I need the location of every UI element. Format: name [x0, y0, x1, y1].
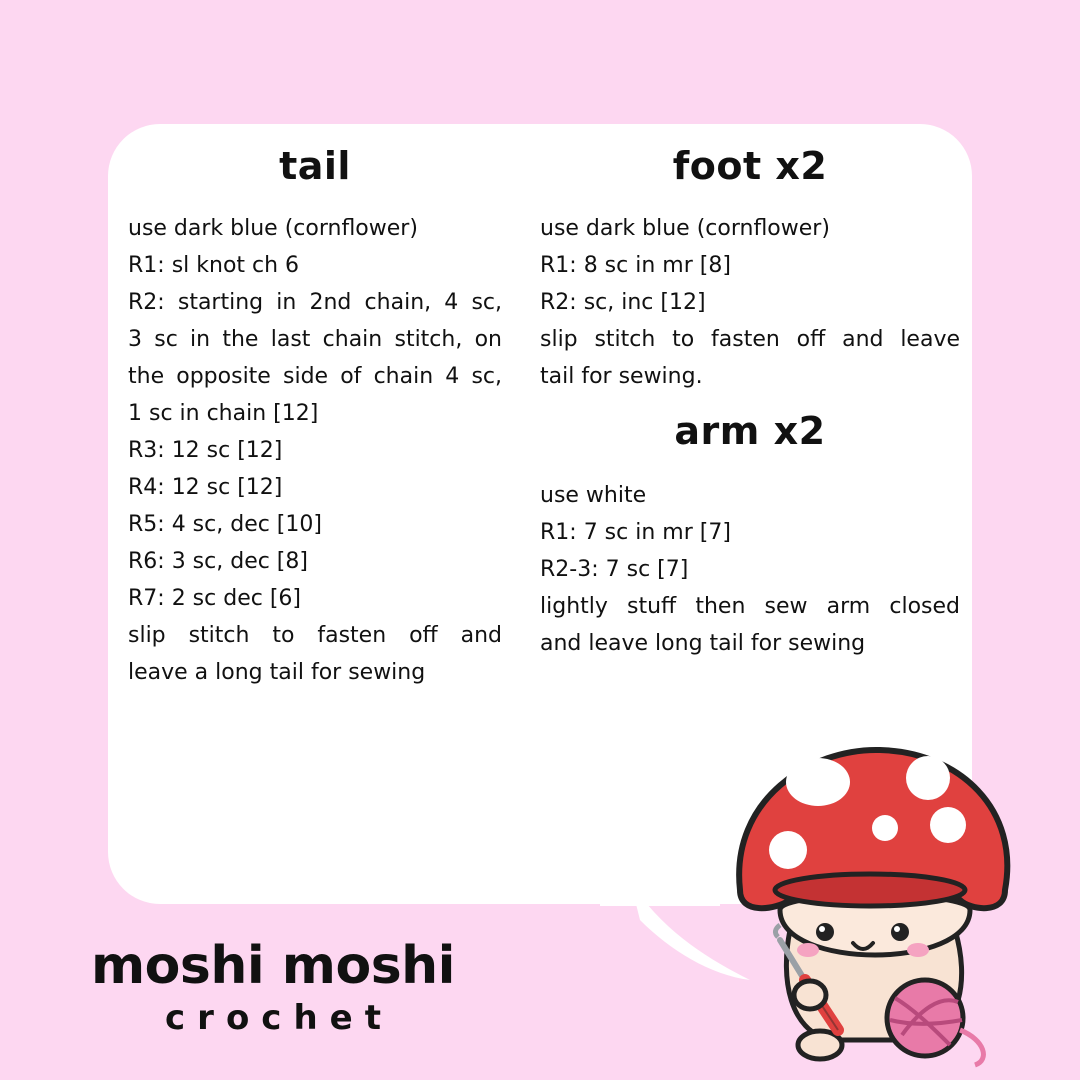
- tail-line: R2: starting in 2nd chain, 4 sc,: [128, 290, 502, 315]
- brand-name: moshi moshi: [90, 936, 455, 996]
- tail-line: R4: 12 sc [12]: [128, 475, 283, 500]
- foot-line: tail for sewing.: [540, 364, 703, 389]
- foot-heading: foot x2: [672, 144, 828, 188]
- tail-line: R6: 3 sc, dec [8]: [128, 549, 308, 574]
- yarn-ball-icon: [887, 980, 983, 1065]
- foot-arm-section: [540, 140, 960, 662]
- arm-line: R1: 7 sc in mr [7]: [540, 520, 731, 545]
- foot-line: R1: 8 sc in mr [8]: [540, 253, 731, 278]
- tail-line: use dark blue (cornflower): [128, 216, 418, 241]
- arm-line: use white: [540, 483, 647, 508]
- foot-line: slip stitch to fasten off and leave: [540, 327, 960, 352]
- arm-line: R2-3: 7 sc [7]: [540, 557, 689, 582]
- tail-line: the opposite side of chain 4 sc,: [128, 364, 502, 389]
- brand-logo: [88, 934, 458, 1038]
- tail-line: R3: 12 sc [12]: [128, 438, 283, 463]
- arm-heading: arm x2: [674, 409, 826, 453]
- mushroom-character-icon: [720, 740, 1020, 1070]
- tail-line: 1 sc in chain [12]: [128, 401, 319, 426]
- brand-subtitle: crochet: [165, 998, 393, 1038]
- tail-line: R5: 4 sc, dec [10]: [128, 512, 322, 537]
- tail-line: R1: sl knot ch 6: [128, 253, 300, 278]
- tail-section: [128, 140, 502, 691]
- tail-line: slip stitch to fasten off and: [128, 623, 502, 648]
- tail-line: leave a long tail for sewing: [128, 660, 426, 685]
- tail-line: 3 sc in the last chain stitch, on: [128, 327, 502, 352]
- tail-heading: tail: [279, 144, 351, 188]
- foot-line: use dark blue (cornflower): [540, 216, 830, 241]
- tail-line: R7: 2 sc dec [6]: [128, 586, 301, 611]
- arm-line: lightly stuff then sew arm closed: [540, 594, 960, 619]
- foot-line: R2: sc, inc [12]: [540, 290, 706, 315]
- arm-line: and leave long tail for sewing: [540, 631, 866, 656]
